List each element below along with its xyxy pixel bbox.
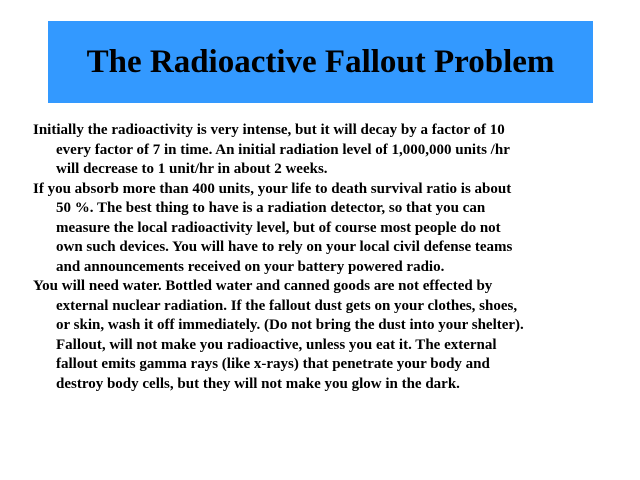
paragraph-line: If you absorb more than 400 units, your life to death survival ratio is about [33, 180, 512, 197]
paragraph-decay [33, 121, 623, 180]
paragraph-water [33, 277, 623, 394]
paragraph-line: Fallout, will not make you radioactive, unless you eat it. The external [56, 336, 497, 353]
paragraph-survival [33, 180, 623, 278]
paragraph-line: external nuclear radiation. If the fallout dust gets on your clothes, shoes, [56, 297, 518, 314]
slide-body [33, 121, 623, 394]
paragraph-line: or skin, wash it off immediately. (Do not bring the dust into your shelter). [56, 317, 524, 333]
title-banner [48, 21, 593, 103]
paragraph-line: and announcements received on your battery powered radio. [56, 258, 445, 275]
paragraph-line: measure the local radioactivity level, but of course most people do not [56, 219, 501, 236]
paragraph-line: fallout emits gamma rays (like x-rays) that penetrate your body and [56, 356, 490, 372]
page-title: The Radioactive Fallout Problem [86, 43, 555, 80]
paragraph-line: You will need water. Bottled water and canned goods are not effected by [33, 278, 493, 294]
paragraph-line: 50 %. The best thing to have is a radiation detector, so that you can [56, 200, 486, 216]
paragraph-line: own such devices. You will have to rely on your local civil defense teams [56, 239, 513, 255]
paragraph-line: destroy body cells, but they will not make you glow in the dark. [56, 375, 460, 392]
paragraph-line: will decrease to 1 unit/hr in about 2 weeks. [56, 161, 328, 177]
paragraph-line: Initially the radioactivity is very intense, but it will decay by a factor of 10 [33, 122, 505, 138]
paragraph-line: every factor of 7 in time. An initial radiation level of 1,000,000 units /hr [56, 141, 510, 158]
